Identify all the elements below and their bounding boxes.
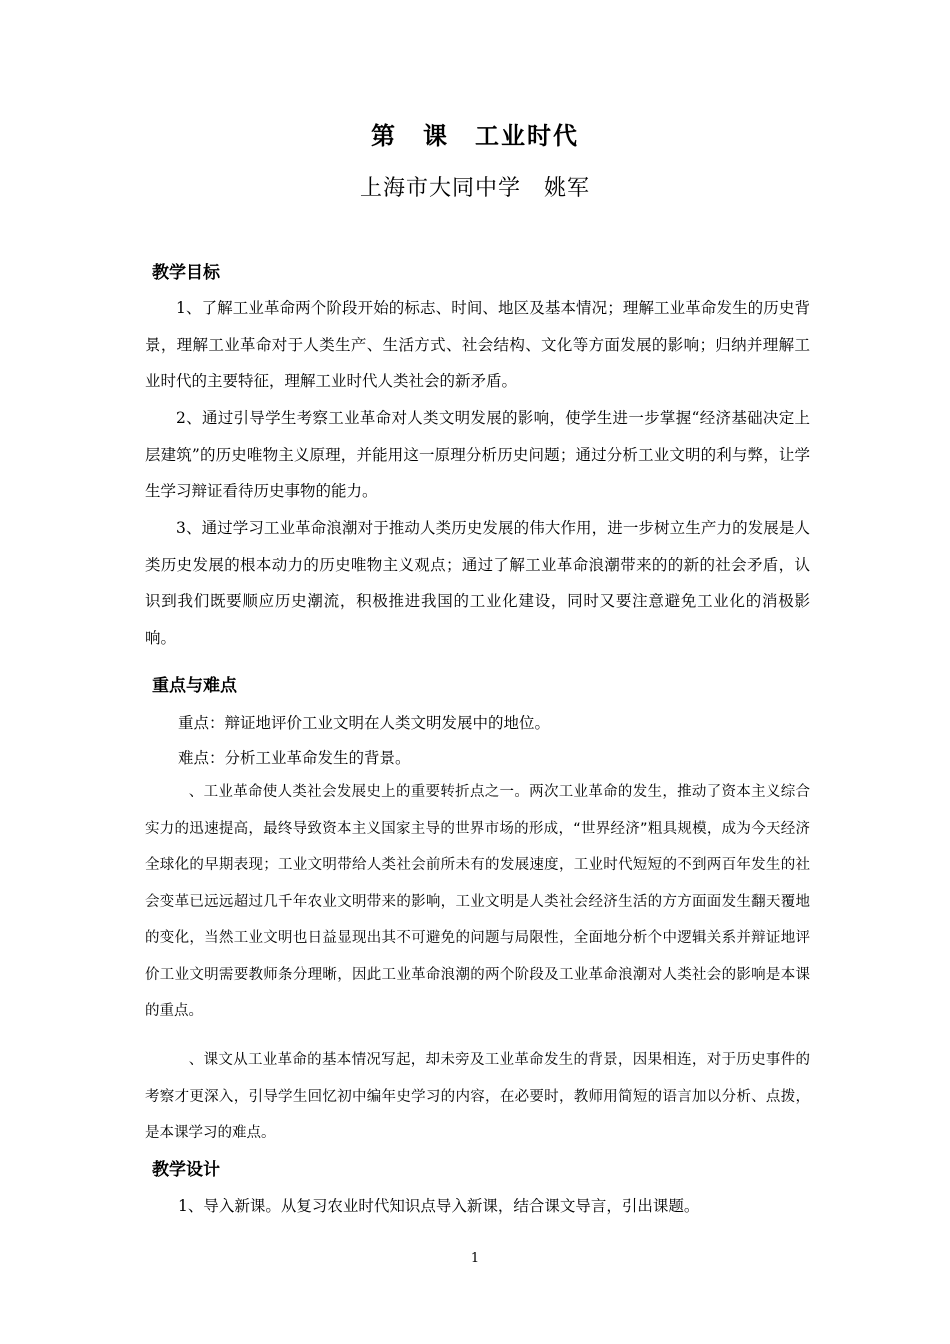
key-point: 重点：辩证地评价工业文明在人类文明发展中的地位。: [178, 714, 551, 732]
design-1: 1、导入新课。从复习农业时代知识点导入新课，结合课文导言，引出课题。: [178, 1197, 700, 1215]
difficult-point: 难点：分析工业革命发生的背景。: [178, 749, 411, 767]
design-heading: 教学设计: [152, 1160, 220, 1180]
explain-2: 、课文从工业革命的基本情况写起，却未旁及工业革命发生的背景，因果相连，对于历史事件的考察才更深入，引导学生回忆初中编年史学习的内容，在必要时，教师用简短的语言加以分析、点拨，是本课学习的难点。: [145, 1052, 810, 1141]
objectives-heading: 教学目标: [152, 263, 220, 283]
page-number: 1: [470, 1251, 480, 1266]
explain-1: 、工业革命使人类社会发展史上的重要转折点之一。两次工业革命的发生，推动了资本主义综合实力的迅速提高，最终导致资本主义国家主导的世界市场的形成，“世界经济”粗具规模，成为今天经济全球化的早期表现；工业文明带给人类社会前所未有的发展速度，工业时代短短的不到两百年发生的社会变革已远远超过几千年农业文明带来的影响，工业文明是人类社会经济生活的方方面面发生翻天覆地的变化，当然工业文明也日益显现出其不可避免的问题与局限性，全面地分析个中逻辑关系并辩证地评价工业文明需要教师条分理晰，因此工业革命浪潮的两个阶段及工业革命浪潮对人类社会的影响是本课的重点。: [145, 784, 810, 1019]
author-line: 上海市大同中学 姚军: [359, 176, 590, 201]
objective-2: 2、通过引导学生考察工业革命对人类文明发展的影响，使学生进一步掌握“经济基础决定上层建筑”的历史唯物主义原理，并能用这一原理分析历史问题；通过分析工业文明的利与弊，让学生学习辩证看待历史事物的能力。: [145, 409, 810, 500]
key-heading: 重点与难点: [152, 676, 237, 696]
page-title: 第 课 工业时代: [371, 122, 579, 150]
objective-3: 3、通过学习工业革命浪潮对于推动人类历史发展的伟大作用，进一步树立生产力的发展是人类历史发展的根本动力的历史唯物主义观点；通过了解工业革命浪潮带来的的新的社会矛盾，认识到我们既要顺应历史潮流，积极推进我国的工业化建设，同时又要注意避免工业化的消极影响。: [145, 519, 810, 647]
objective-1: 1、了解工业革命两个阶段开始的标志、时间、地区及基本情况；理解工业革命发生的历史背景，理解工业革命对于人类生产、生活方式、社会结构、文化等方面发展的影响；归纳并理解工业时代的主要特征，理解工业时代人类社会的新矛盾。: [145, 299, 810, 390]
